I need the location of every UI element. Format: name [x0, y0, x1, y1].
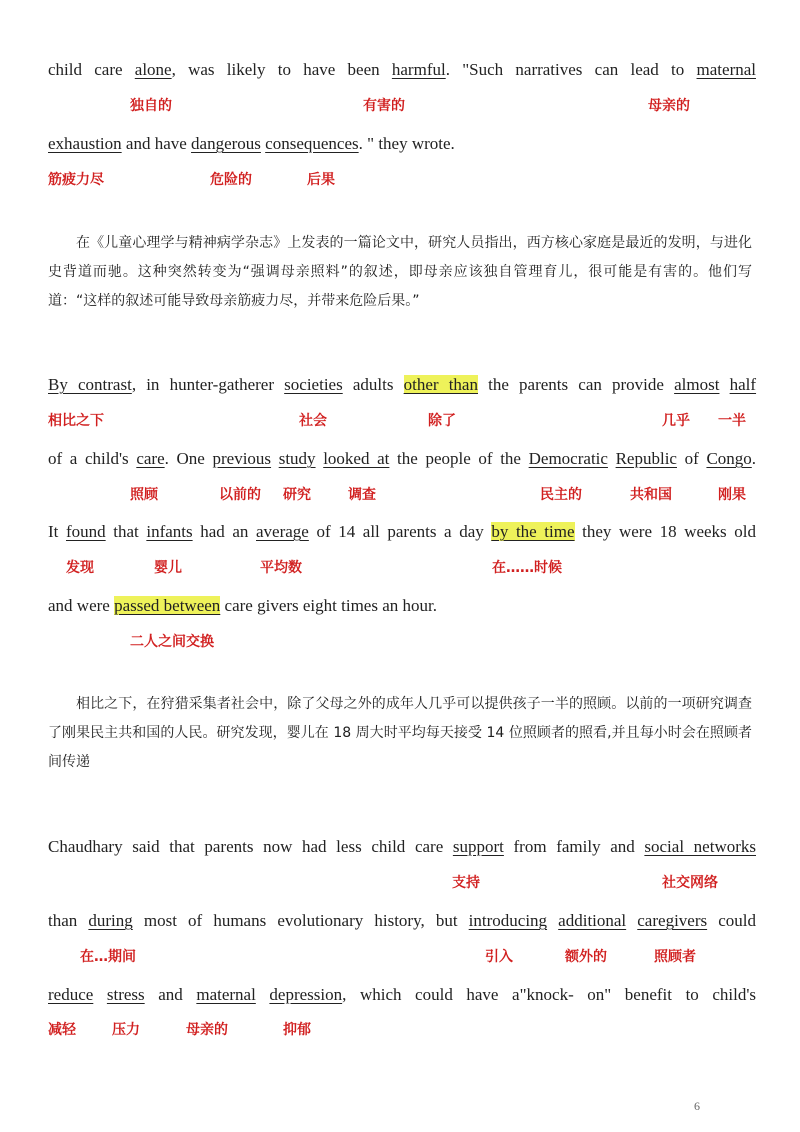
vocab-word: additional — [558, 911, 627, 930]
gloss-row — [0, 96, 800, 118]
gloss: 危险的 — [210, 172, 252, 188]
gloss: 二人之间交换 — [130, 634, 214, 650]
vocab-word: social networks — [644, 837, 756, 856]
vocab-word: depression — [269, 985, 343, 1004]
gloss: 婴儿 — [154, 560, 182, 576]
vocab-word: average — [256, 522, 309, 541]
vocab-word: infants — [146, 522, 193, 541]
gloss: 社交网络 — [662, 875, 718, 891]
highlighted-phrase: passed between — [114, 596, 221, 615]
english-line: It found that infants had an average of 14 all parents a day by the time they were 18 weeks old — [48, 522, 756, 541]
vocab-word: consequences — [265, 134, 359, 153]
vocab-word: By contrast — [48, 375, 132, 394]
gloss-row — [0, 170, 800, 192]
gloss: 筋疲力尽 — [48, 172, 104, 188]
vocab-word: support — [452, 837, 504, 856]
gloss: 独自的 — [130, 98, 172, 114]
english-line: and were passed between care givers eight times an hour. — [48, 596, 437, 615]
english-line: child care alone, was likely to have been harmful. "Such narratives can lead to maternal — [48, 60, 756, 79]
gloss: 母亲的 — [648, 98, 690, 114]
gloss: 在…期间 — [80, 949, 136, 965]
gloss: 除了 — [428, 413, 456, 429]
gloss: 以前的 — [219, 487, 261, 503]
vocab-word: Congo — [706, 449, 752, 468]
vocab-word: during — [88, 911, 133, 930]
gloss: 减轻 — [48, 1022, 76, 1038]
gloss: 额外的 — [565, 949, 607, 965]
vocab-word: care — [136, 449, 165, 468]
vocab-word: found — [65, 522, 106, 541]
vocab-word: alone — [134, 60, 172, 79]
english-line: By contrast, in hunter-gatherer societies adults other than the parents can provide almost half — [48, 375, 757, 394]
gloss-row — [0, 411, 800, 433]
gloss: 一半 — [718, 413, 746, 429]
vocab-word: harmful — [391, 60, 446, 79]
english-line: than during most of humans evolutionary history, but introducing additional caregivers could — [48, 911, 756, 930]
vocab-word: Republic — [615, 449, 677, 468]
gloss: 有害的 — [363, 98, 405, 114]
gloss: 压力 — [112, 1022, 140, 1038]
gloss: 母亲的 — [186, 1022, 228, 1038]
gloss: 引入 — [485, 949, 513, 965]
gloss-row — [0, 485, 800, 507]
gloss: 在……时候 — [492, 560, 562, 576]
gloss: 发现 — [66, 560, 94, 576]
vocab-word: looked at — [323, 449, 390, 468]
gloss-row — [0, 947, 800, 969]
vocab-word: previous — [212, 449, 272, 468]
gloss: 几乎 — [662, 413, 690, 429]
vocab-word: stress — [106, 985, 145, 1004]
vocab-word: maternal — [196, 985, 256, 1004]
vocab-word: exhaustion — [48, 134, 122, 153]
gloss: 后果 — [307, 172, 335, 188]
gloss: 相比之下 — [48, 413, 104, 429]
vocab-word: study — [278, 449, 316, 468]
vocab-word: reduce — [48, 985, 94, 1004]
vocab-word: introducing — [468, 911, 548, 930]
vocab-word: societies — [284, 375, 343, 394]
gloss: 刚果 — [718, 487, 746, 503]
highlighted-phrase: by the time — [491, 522, 575, 541]
gloss-row — [0, 558, 800, 580]
gloss-row — [0, 632, 800, 654]
gloss-row — [0, 873, 800, 895]
gloss: 照顾 — [130, 487, 158, 503]
english-line: reduce stress and maternal depression, which could have a"knock- on" benefit to child's — [48, 985, 757, 1004]
gloss: 社会 — [299, 413, 327, 429]
chinese-translation: 在《儿童心理学与精神病学杂志》上发表的一篇论文中，研究人员指出，西方核心家庭是最近的发明，与进化史背道而驰。这种突然转变为“强调母亲照料”的叙述，即母亲应该独自管理育儿，很可能是有害的。他们写道：“这样的叙述可能导致母亲筋疲力尽，并带来危险后果。” — [48, 235, 752, 309]
gloss: 民主的 — [540, 487, 582, 503]
chinese-translation: 相比之下，在狩猎采集者社会中，除了父母之外的成年人几乎可以提供孩子一半的照顾。以前的一项研究调查了刚果民主共和国的人民。研究发现，婴儿在 18 周大时平均每天接受 14 位照顾者的照看,并且每小时会在照顾者间传递 — [48, 696, 752, 770]
english-line: of a child's care. One previous study looked at the people of the Democratic Republic of Congo. — [48, 449, 757, 468]
gloss: 照顾者 — [654, 949, 696, 965]
gloss: 共和国 — [630, 487, 672, 503]
vocab-word: caregivers — [637, 911, 708, 930]
gloss: 支持 — [452, 875, 480, 891]
vocab-word: Democratic — [528, 449, 608, 468]
english-line: Chaudhary said that parents now had less child care support from family and social networks — [48, 837, 756, 856]
gloss: 研究 — [283, 487, 311, 503]
english-line: exhaustion and have dangerous consequences. " they wrote. — [48, 134, 455, 153]
gloss: 平均数 — [260, 560, 302, 576]
vocab-word: dangerous — [191, 134, 261, 153]
gloss: 调查 — [348, 487, 376, 503]
vocab-word: maternal — [696, 60, 756, 79]
highlighted-phrase: other than — [403, 375, 478, 394]
vocab-word: half — [729, 375, 757, 394]
gloss: 抑郁 — [283, 1022, 311, 1038]
gloss-row — [0, 1020, 800, 1042]
vocab-word: almost — [674, 375, 720, 394]
page-number: 6 — [694, 1099, 700, 1113]
